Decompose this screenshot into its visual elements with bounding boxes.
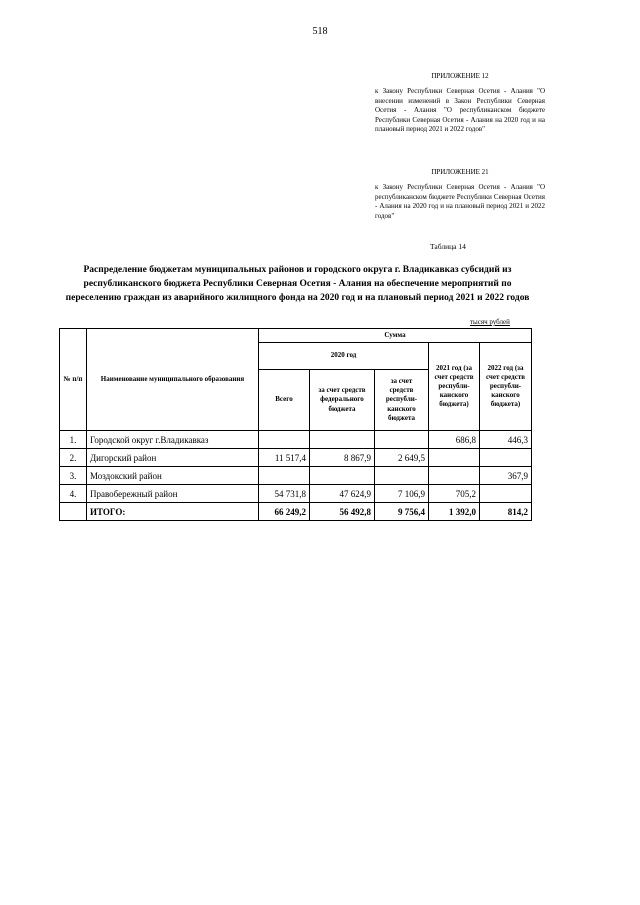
header-federal: за счет средств федерального бюджета: [310, 370, 375, 431]
appendix-21-text: к Закону Республики Северная Осетия - Алания "О республиканском бюджете Республики Северная Осетия - Алания на 2020 год и на плановый период 2021 и 2022 годов": [375, 183, 545, 220]
row-total: 54 731,8: [259, 485, 310, 503]
table-row: [60, 485, 532, 503]
total-num: [60, 503, 87, 521]
row-republican: [375, 431, 429, 449]
header-2022: 2022 год (за счет средств республи-канского бюджета): [480, 343, 532, 431]
units-label: тысяч рублей: [470, 318, 510, 326]
row-total: [259, 431, 310, 449]
table-row: [60, 431, 532, 449]
header-sum: Сумма: [259, 329, 532, 343]
row-num: 3.: [60, 467, 87, 485]
table-label: Таблица 14: [430, 242, 466, 251]
row-name: Моздокский район: [87, 467, 259, 485]
row-name: Городской округ г.Владикавказ: [87, 431, 259, 449]
table-row: [60, 467, 532, 485]
row-2021: [429, 467, 480, 485]
row-2022: 446,3: [480, 431, 532, 449]
total-republican: 9 756,4: [375, 503, 429, 521]
header-republican: за счет средств республи-канского бюджета: [375, 370, 429, 431]
subsidy-table: [59, 328, 532, 521]
table-row: [60, 449, 532, 467]
row-total: [259, 467, 310, 485]
row-federal: 8 867,9: [310, 449, 375, 467]
appendix-21-title: ПРИЛОЖЕНИЕ 21: [431, 168, 489, 176]
row-num: 4.: [60, 485, 87, 503]
row-2022: [480, 485, 532, 503]
document-title: Распределение бюджетам муниципальных районов и городского округа г. Владикавказ субсидий из республиканского бюджета Республики Северная Осетия - Алания на обеспечение мероприятий по переселению граждан из аварийного жилищного фонда на 2020 год и на плановый период 2021 и 2022 годов: [65, 265, 530, 303]
header-2020: 2020 год: [259, 343, 429, 370]
row-federal: [310, 431, 375, 449]
total-2022: 814,2: [480, 503, 532, 521]
total-2021: 1 392,0: [429, 503, 480, 521]
page-number: 518: [312, 26, 328, 37]
total-federal: 56 492,8: [310, 503, 375, 521]
total-label: ИТОГО:: [87, 503, 259, 521]
header-total: Всего: [259, 370, 310, 431]
row-republican: 2 649,5: [375, 449, 429, 467]
row-2021: 686,8: [429, 431, 480, 449]
appendix-21-block: [375, 168, 545, 221]
row-republican: 7 106,9: [375, 485, 429, 503]
row-2021: 705,2: [429, 485, 480, 503]
header-2021: 2021 год (за счет средств республи-канского бюджета): [429, 343, 480, 431]
row-federal: [310, 467, 375, 485]
appendix-12-text: к Закону Республики Северная Осетия - Алания "О внесении изменений в Закон Республики Северная Осетия - Алания "О республиканском бюджете Республики Северная Осетия - Алания на 2020 год и на плановый период 2021 и 2022 годов": [375, 87, 545, 134]
row-federal: 47 624,9: [310, 485, 375, 503]
appendix-12-title: ПРИЛОЖЕНИЕ 12: [431, 72, 489, 80]
row-republican: [375, 467, 429, 485]
header-num: № п/п: [60, 329, 87, 431]
row-num: 2.: [60, 449, 87, 467]
row-2022: [480, 449, 532, 467]
row-total: 11 517,4: [259, 449, 310, 467]
total-row: [60, 503, 532, 521]
row-num: 1.: [60, 431, 87, 449]
row-2021: [429, 449, 480, 467]
appendix-12-block: [375, 72, 545, 135]
row-name: Дигорский район: [87, 449, 259, 467]
row-name: Правобережный район: [87, 485, 259, 503]
header-name: Наименование муниципального образования: [87, 329, 259, 431]
row-2022: 367,9: [480, 467, 532, 485]
total-total: 66 249,2: [259, 503, 310, 521]
